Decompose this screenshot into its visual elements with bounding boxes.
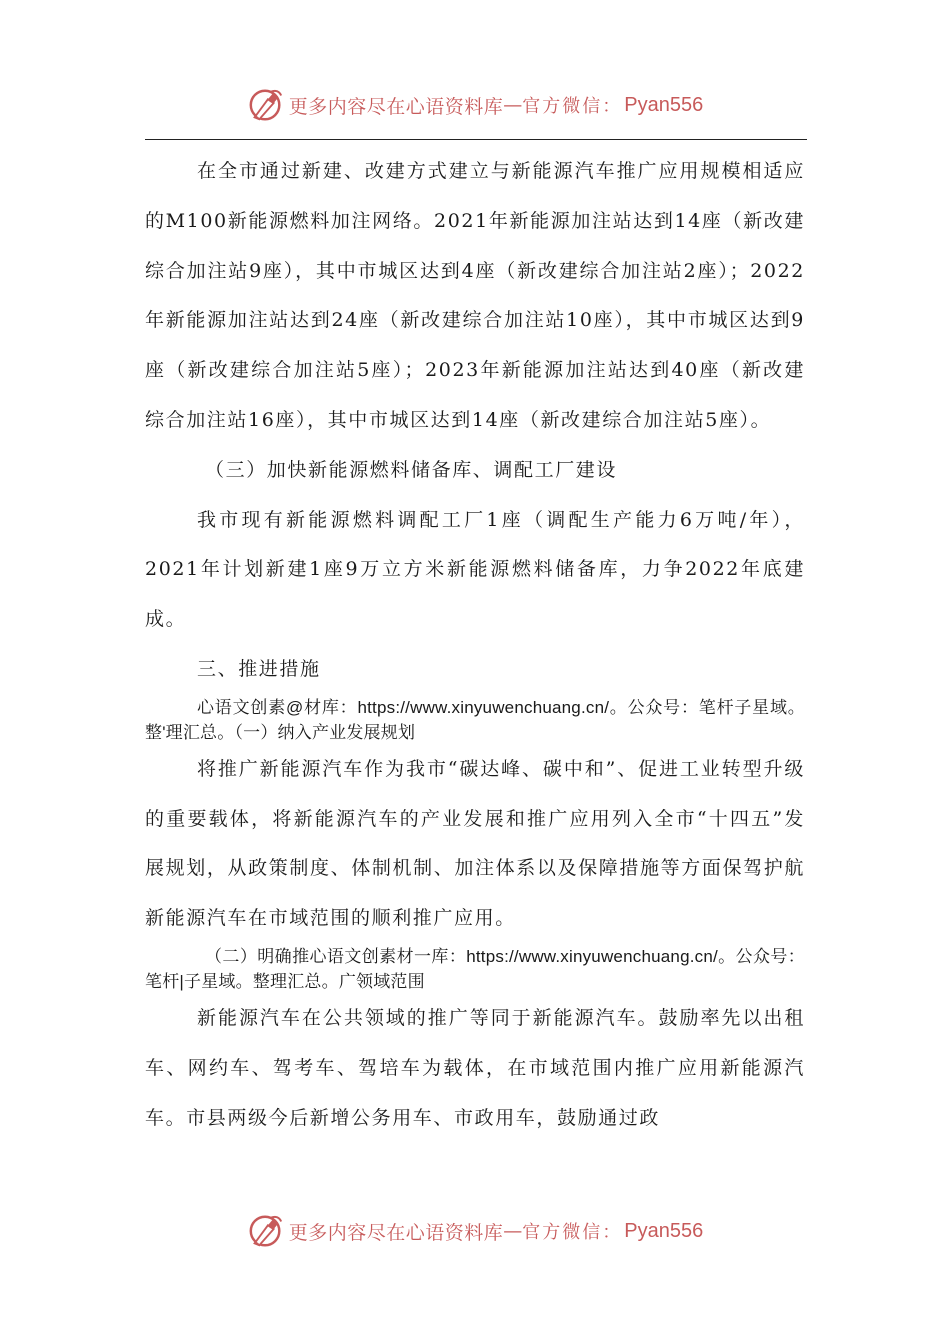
watermark-paragraph: 心语文创素@材库：https://www.xinyuwenchuang.cn/。公众号：笔杆子星域。整'理汇总。（一）纳入产业发展规划 xyxy=(145,697,805,742)
pen-nib-logo-icon xyxy=(247,86,285,124)
footer-banner xyxy=(0,1206,950,1256)
banner-wechat-id: Pyan556 xyxy=(624,93,704,116)
banner-separator: — xyxy=(503,1220,523,1242)
banner-wechat-label: 官方微信： xyxy=(522,1222,623,1243)
banner-separator: — xyxy=(503,94,523,116)
watermark-paragraph: （二）明确推心语文创素材一库：https://www.xinyuwenchuang.cn/。公众号：笔杆|子星域。整理汇总。广领域范围 xyxy=(145,946,805,991)
section-heading: （三）加快新能源燃料储备库、调配工厂建设 xyxy=(205,458,618,481)
banner-wechat-id: Pyan556 xyxy=(624,1219,704,1242)
paragraph: 我市现有新能源燃料调配工厂1座（调配生产能力6万吨/年），2021年计划新建1座9万立方米新能源燃料储备库，力争2022年底建成。 xyxy=(145,508,805,631)
document-body xyxy=(145,147,805,1143)
paragraph: 在全市通过新建、改建方式建立与新能源汽车推广应用规模相适应的M100新能源燃料加注网络。2021年新能源加注站达到14座（新改建综合加注站9座），其中市城区达到4座（新改建综合加注站2座）；2022年新能源加注站达到24座（新改建综合加注站10座），其中市城区达到9座（新改建综合加注站5座）；2023年新能源加注站达到40座（新改建综合加注站16座），其中市城区达到14座（新改建综合加注站5座）。 xyxy=(145,160,805,431)
pen-nib-logo-icon xyxy=(247,1212,285,1250)
paragraph: 将推广新能源汽车作为我市“碳达峰、碳中和”、促进工业转型升级的重要载体，将新能源汽车的产业发展和推广应用列入全市“十四五”发展规划，从政策制度、体制机制、加注体系以及保障措施等方面保驾护航新能源汽车在市域范围的顺利推广应用。 xyxy=(145,757,805,930)
section-heading: 三、推进措施 xyxy=(197,657,321,680)
paragraph: 新能源汽车在公共领域的推广等同于新能源汽车。鼓励率先以出租车、网约车、驾考车、驾培车为载体，在市域范围内推广应用新能源汽车。市县两级今后新增公务用车、市政用车，鼓励通过政 xyxy=(145,1006,805,1129)
banner-text: 更多内容尽在心语资料库 xyxy=(288,1221,504,1244)
banner-wechat-label: 官方微信： xyxy=(522,96,623,117)
header-rule xyxy=(145,139,807,140)
header-banner xyxy=(0,80,950,130)
banner-text: 更多内容尽在心语资料库 xyxy=(288,95,504,118)
